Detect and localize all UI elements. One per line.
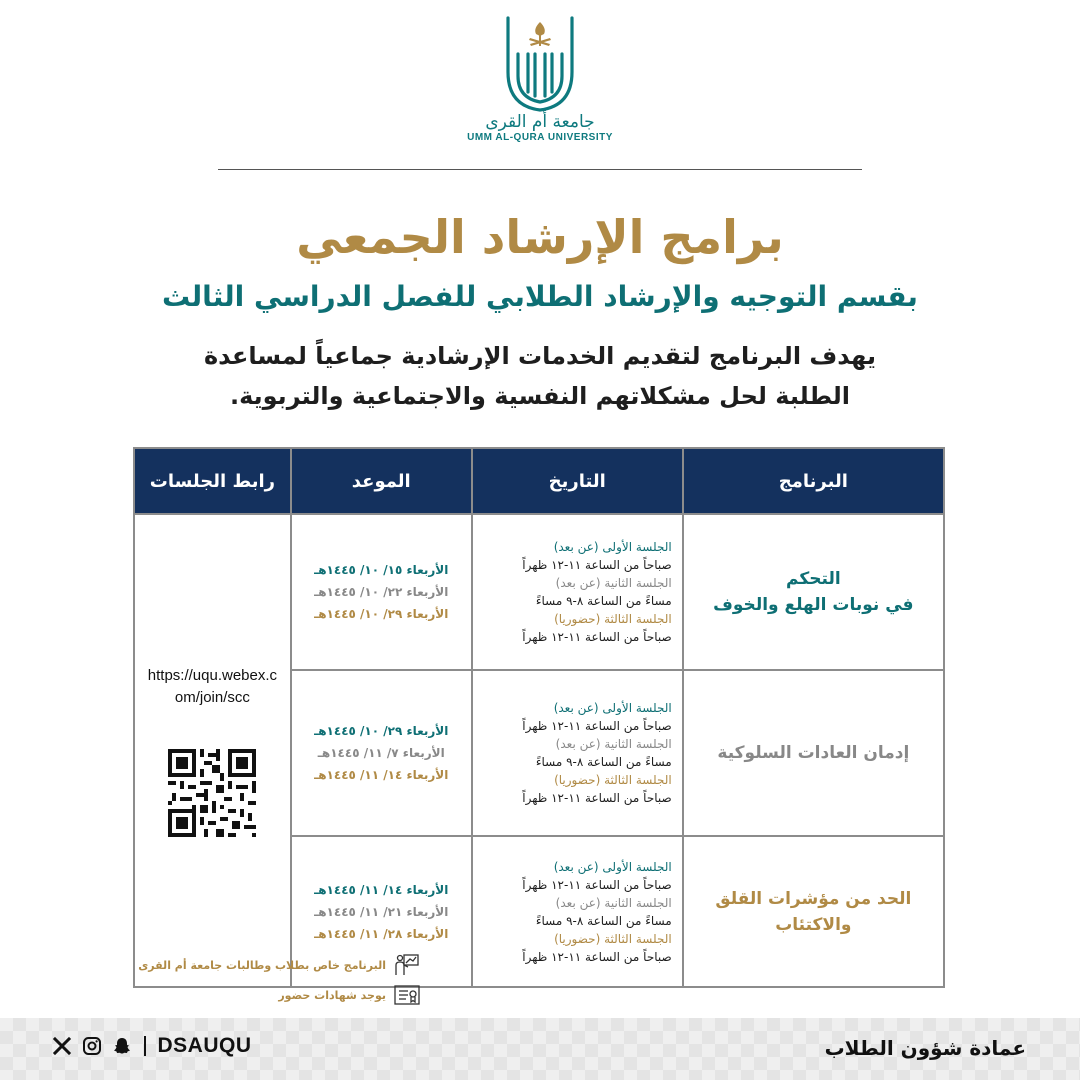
certificate-icon [394,983,420,1007]
header-divider [218,169,862,170]
session-link-cell [134,514,291,987]
program-name-line: في نوبات الهلع والخوف [713,595,914,615]
session-dates [291,670,472,836]
session-label: الجلسة الأولى (عن بعد) [553,540,672,554]
session-date: الأربعاء ١٤/ ١١/ ١٤٤٥هـ [314,882,449,897]
note-text: البرنامج خاص بطلاب وطالبات جامعة أم القرى [138,958,386,972]
program-name [683,836,944,987]
page-subtitle: بقسم التوجيه والإرشاد الطلابي للفصل الدراسي الثالث [162,280,918,313]
presenter-icon [394,953,420,977]
note-eligibility [130,950,420,980]
page-title: برامج الإرشاد الجمعي [296,210,784,264]
session-date: الأربعاء ٧/ ١١/ ١٤٤٥هـ [317,746,445,760]
session-date: الأربعاء ٢٢/ ١٠/ ١٤٤٥هـ [314,585,449,599]
notes [130,950,420,1010]
session-time: مساءً من الساعة ٨-٩ مساءً [535,913,672,928]
program-name [683,514,944,670]
session-label: الجلسة الثانية (عن بعد) [555,895,672,910]
session-date: الأربعاء ٢٩/ ١٠/ ١٤٤٥هـ [314,724,449,738]
session-time: صباحاً من الساعة ١١-١٢ ظهراً [522,630,672,644]
session-label: الجلسة الثانية (عن بعد) [555,737,672,751]
note-text: يوجد شهادات حضور [278,988,386,1002]
session-label: الجلسة الأولى (عن بعد) [553,859,672,874]
deanship-name: عمادة شؤون الطلاب [824,1036,1026,1060]
session-details [472,836,683,987]
program-name-line: والاكتئاب [775,914,852,935]
session-time: صباحاً من الساعة ١١-١٢ ظهراً [522,558,672,572]
program-name [683,670,944,836]
header-link: رابط الجلسات [134,448,291,514]
header-time: الموعد [291,448,472,514]
schedule-table [133,447,945,988]
social-handle[interactable]: DSAUQU [157,1034,252,1057]
session-details [472,670,683,836]
session-label: الجلسة الثالثة (حضوريا) [554,612,672,626]
session-dates [291,514,472,670]
session-details [472,514,683,670]
program-description [140,336,940,416]
snapchat-icon[interactable] [112,1036,132,1056]
session-label: الجلسة الثالثة (حضوريا) [554,773,672,787]
note-certificate [130,980,420,1010]
session-date: الأربعاء ١٤/ ١١/ ١٤٤٥هـ [314,768,449,782]
x-icon[interactable] [52,1036,72,1056]
social-bar [52,1034,252,1058]
footer-separator [144,1036,146,1056]
session-label: الجلسة الثالثة (حضوريا) [554,931,672,946]
table-row [134,514,944,670]
session-date: الأربعاء ٢١/ ١١/ ١٤٤٥هـ [314,904,449,919]
session-time: مساءً من الساعة ٨-٩ مساءً [535,594,672,608]
session-date: الأربعاء ٢٨/ ١١/ ١٤٤٥هـ [314,926,449,941]
session-link[interactable]: https://uqu.webex.com/join/scc [147,666,278,706]
session-date: الأربعاء ٢٩/ ١٠/ ١٤٤٥هـ [314,607,449,621]
session-label: الجلسة الأولى (عن بعد) [553,701,672,715]
footer [0,1018,1080,1080]
table-header-row [134,448,944,514]
session-time: صباحاً من الساعة ١١-١٢ ظهراً [522,877,672,892]
logo-arabic-name: جامعة أم القرى [485,112,595,132]
program-name-line: إدمان العادات السلوكية [717,743,910,763]
header-program: البرنامج [683,448,944,514]
program-name-line: التحكم [786,569,841,589]
session-date: الأربعاء ١٥/ ١٠/ ١٤٤٥هـ [314,563,449,577]
session-time: صباحاً من الساعة ١١-١٢ ظهراً [522,949,672,964]
university-emblem-icon [500,14,580,114]
university-logo [440,14,640,143]
header-date: التاريخ [472,448,683,514]
logo-english-name: UMM AL-QURA UNIVERSITY [467,132,613,143]
session-time: صباحاً من الساعة ١١-١٢ ظهراً [522,791,672,805]
session-label: الجلسة الثانية (عن بعد) [555,576,672,590]
qr-code-icon[interactable] [168,749,256,837]
session-time: مساءً من الساعة ٨-٩ مساءً [535,755,672,769]
instagram-icon[interactable] [82,1036,102,1056]
description-line-2: الطلبة لحل مشكلاتهم النفسية والاجتماعية والتربوية. [229,382,851,410]
description-line-1: يهدف البرنامج لتقديم الخدمات الإرشادية جماعياً لمساعدة [203,342,876,370]
session-time: صباحاً من الساعة ١١-١٢ ظهراً [522,719,672,733]
program-name-line: الحد من مؤشرات القلق [715,888,912,909]
